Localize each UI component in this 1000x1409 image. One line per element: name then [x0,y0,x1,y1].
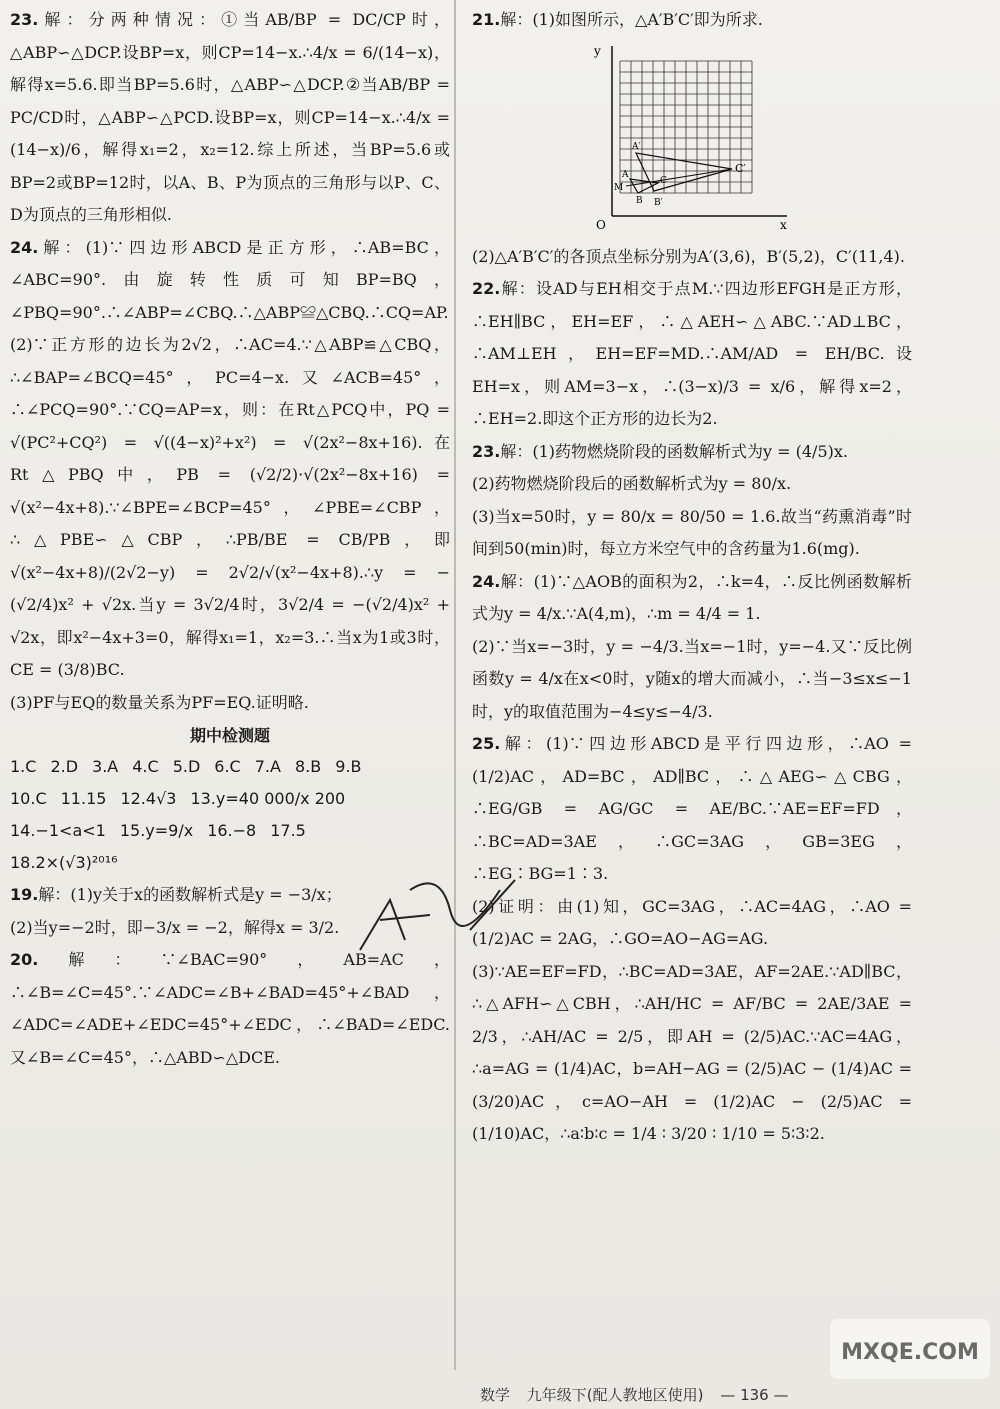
paragraph-text: 解：(1)药物燃烧阶段的函数解析式为y = (4/5)x. [500,441,848,461]
choice-answer: 11.15 [60,789,107,808]
choice-answer: 10.C [10,789,47,808]
paragraph-q24-2 [10,329,450,687]
paragraph-text: (2)证明：由(1)知，GC=3AG，∴AC=4AG，∴AO = (1/2)AC = 2AG，∴GO=AO−AG=AG. [472,896,912,948]
footer-page-number: — 136 — [720,1386,789,1404]
choice-answer: 17.5 [270,821,306,840]
paragraph-m22 [472,273,912,436]
footer-subject: 数学 [480,1386,511,1404]
question-number: 20. [10,950,39,969]
choice-answer: 16.−8 [207,821,257,840]
question-number: 21. [472,10,501,29]
choice-answer: 4.C [132,757,159,776]
paragraph-m25-2 [472,891,912,956]
paragraph-text: (2)当y=−2时，即−3/x = −2，解得x = 3/2. [10,917,340,937]
origin-label: O [596,217,606,231]
choice-answer: 18.2×(√3)²⁰¹⁶ [10,853,118,872]
choice-answer: 12.4√3 [120,789,177,808]
answers-row-3 [10,815,450,847]
paragraph-text: 解：设AD与EH相交于点M.∵四边形EFGH是正方形，∴EH∥BC，EH=EF，∴△AEH∽△ABC.∵AD⊥BC，∴AM⊥EH，EH=EF=MD.∴AM/AD = EH/BC.设EH=x，则AM=3−x，∴(3−x)/3 = x/6，解得x=2，∴EH=2.即这个正方形的边长为2. [472,279,912,428]
paragraph-text: (2)药物燃烧阶段后的函数解析式为y = 80/x. [472,474,792,493]
column-divider [454,0,456,1370]
paragraph-text: 解：(1)∵△AOB的面积为2，∴k=4，∴反比例函数解析式为y = 4/x.∵A(4,m)，∴m = 4/4 = 1. [472,571,912,623]
question-number: 23. [10,10,39,29]
label-b-prime: B′ [654,197,663,208]
right-column [472,4,912,1151]
choice-answer: 2.D [50,757,79,776]
question-number: 24. [10,237,39,257]
choice-answer: 7.A [254,757,281,776]
paragraph-m23-3 [472,501,912,566]
choice-answer: 6.C [214,757,241,776]
paragraph-text: 解：(1)如图所示，△A′B′C′即为所求. [500,10,763,29]
midterm-title: 期中检测题 [189,726,270,745]
paragraph-m20 [10,944,450,1074]
paragraph-m25-3 [472,956,912,1151]
question-number: 19. [10,885,39,904]
choice-answer: 15.y=9/x [119,821,194,840]
paragraph-text: (2)∵正方形的边长为2√2，∴AC=4.∵△ABP≌△CBQ，∴∠BAP=∠BCQ=45°，PC=4−x.又∠ACB=45°，∴∠PCQ=90°.∵CQ=AP=x，则：在Rt△PCQ中，PQ = √(PC²+CQ²) = √((4−x)²+x²) = √(2x²−8x+16).在Rt△PBQ中，PB = (√2/2)·√(2x²−8x+16) = √(x²−4x+8).∵∠BPE=∠BCP=45°，∠PBE=∠CBP，∴△PBE∽△CBP，∴PB/BE = CB/PB，即√(x²−4x+8)/(2√2−y) = 2√2/√(x²−4x+8).∴y = −(√2/4)x² + √2x.当y = 3√2/4时，3√2/4 = −(√2/4)x² + √2x，即x²−4x+3=0，解得x₁=1，x₂=3.∴当x为1或3时，CE = (3/8)BC. [10,335,450,679]
paragraph-m23-2 [472,468,912,501]
paragraph-text: (3)∵AE=EF=FD，∴BC=AD=3AE，AF=2AE.∵AD∥BC，∴△AFH∽△CBH，∴AH/HC = AF/BC = 2AE/3AE = 2/3，∴AH/AC = 2/5，即AH = (2/5)AC.∵AC=4AG，∴a=AG = (1/4)AC，b=AH−AG = (2/5)AC − (1/4)AC = (3/20)AC，c=AO−AH = (1/2)AC − (2/5)AC = (1/10)AC，∴a∶b∶c = 1/4 ∶ 3/20 ∶ 1/10 = 5∶3∶2. [472,961,912,1143]
paragraph-text: 解：(1)∵四边形ABCD是平行四边形，∴AO = (1/2)AC，AD=BC，AD∥BC，∴△AEG∽△CBG，∴EG/GB = AG/GC = AE/BC.∵AE=EF=FD，∴BC=AD=3AE，∴GC=3AG，GB=3EG，∴EG∶BG=1∶3. [472,734,912,883]
paragraph-text: 解：∵∠BAC=90°，AB=AC，∴∠B=∠C=45°.∵∠ADC=∠B+∠BAD=45°+∠BAD，∠ADC=∠ADE+∠EDC=45°+∠EDC，∴∠BAD=∠EDC.又∠B=∠C=45°，∴△ABD∽△DCE. [10,950,450,1067]
x-axis-label: x [780,217,787,231]
page-footer [480,1384,1000,1405]
coordinate-grid-figure [592,41,792,231]
question-number: 25. [472,734,501,753]
paragraph-text: (3)当x=50时，y = 80/x = 80/50 = 1.6.故当“药熏消毒”时间到50(min)时，每立方米空气中的含药量为1.6(mg). [472,506,912,558]
question-number: 23. [472,441,501,461]
paragraph-text: 解：(1)y关于x的函数解析式是y = −3/x； [38,885,342,904]
label-b: B [636,195,643,206]
choice-answer: 3.A [92,757,119,776]
label-a-prime: A′ [632,141,641,152]
choice-answer: 9.B [335,757,362,776]
paragraph-q24-3 [10,687,450,720]
footer-grade: 九年级下(配人教地区使用) [526,1386,704,1404]
paragraph-m21 [472,4,912,37]
paragraph-text: 解：(1)∵四边形ABCD是正方形，∴AB=BC，∠ABC=90°.由旋转性质可知BP=BQ，∠PBQ=90°.∴∠ABP=∠CBQ.∴△ABP≌△CBQ.∴CQ=AP. [10,237,450,322]
paragraph-m25 [472,728,912,891]
handwritten-scribble [350,860,530,960]
question-number: 22. [472,279,501,298]
watermark-logo [830,1319,990,1379]
paragraph-text: (2)∵当x=−3时，y = −4/3.当x=−1时，y=−4.又∵反比例函数y = 4/x在x<0时，y随x的增大而减小，∴当−3≤x≤−1时，y的取值范围为−4≤y≤−4/3. [472,636,912,721]
answers-row-1 [10,751,450,783]
triangle-a-prime [636,153,732,191]
paragraph-q23 [10,4,450,232]
svg-text:MXQE.COM: MXQE.COM [841,1340,979,1365]
paragraph-text: (3)PF与EQ的数量关系为PF=EQ.证明略. [10,692,309,712]
label-a: A [622,169,629,180]
choice-answer: 8.B [294,757,322,776]
answers-row-2 [10,783,450,815]
label-c-prime: C′ [735,161,746,175]
paragraph-text: 解：分两种情况：①当AB/BP = DC/CP时，△ABP∽△DCP.设BP=x，则CP=14−x.∴4/x = 6/(14−x)，解得x=5.6.即当BP=5.6时，△ABP∽△DCP.②当AB/BP = PC/CD时，△ABP∽△PCD.设BP=x，则CP=14−x.∴4/x = (14−x)/6，解得x₁=2，x₂=12.综上所述，当BP=5.6或BP=2或BP=12时，以A、B、P为顶点的三角形与以P、C、D为顶点的三角形相似. [10,10,450,224]
label-c: C [660,175,667,186]
paragraph-q24 [10,232,450,330]
paragraph-m24-2 [472,631,912,729]
choice-answer: 5.D [172,757,201,776]
paragraph-text: (2)△A′B′C′的各顶点坐标分别为A′(3,6)，B′(5,2)，C′(11,4). [472,246,905,266]
paragraph-m23 [472,436,912,469]
choice-answer: 13.y=40 000/x 200 [190,789,346,808]
paragraph-m21-2 [472,241,912,274]
y-axis-label: y [594,43,601,58]
question-number: 24. [472,571,501,591]
paragraph-m24 [472,566,912,631]
choice-answer: 14.−1<a<1 [10,821,106,840]
choice-answer: 1.C [10,757,37,776]
label-m: M [614,182,624,193]
